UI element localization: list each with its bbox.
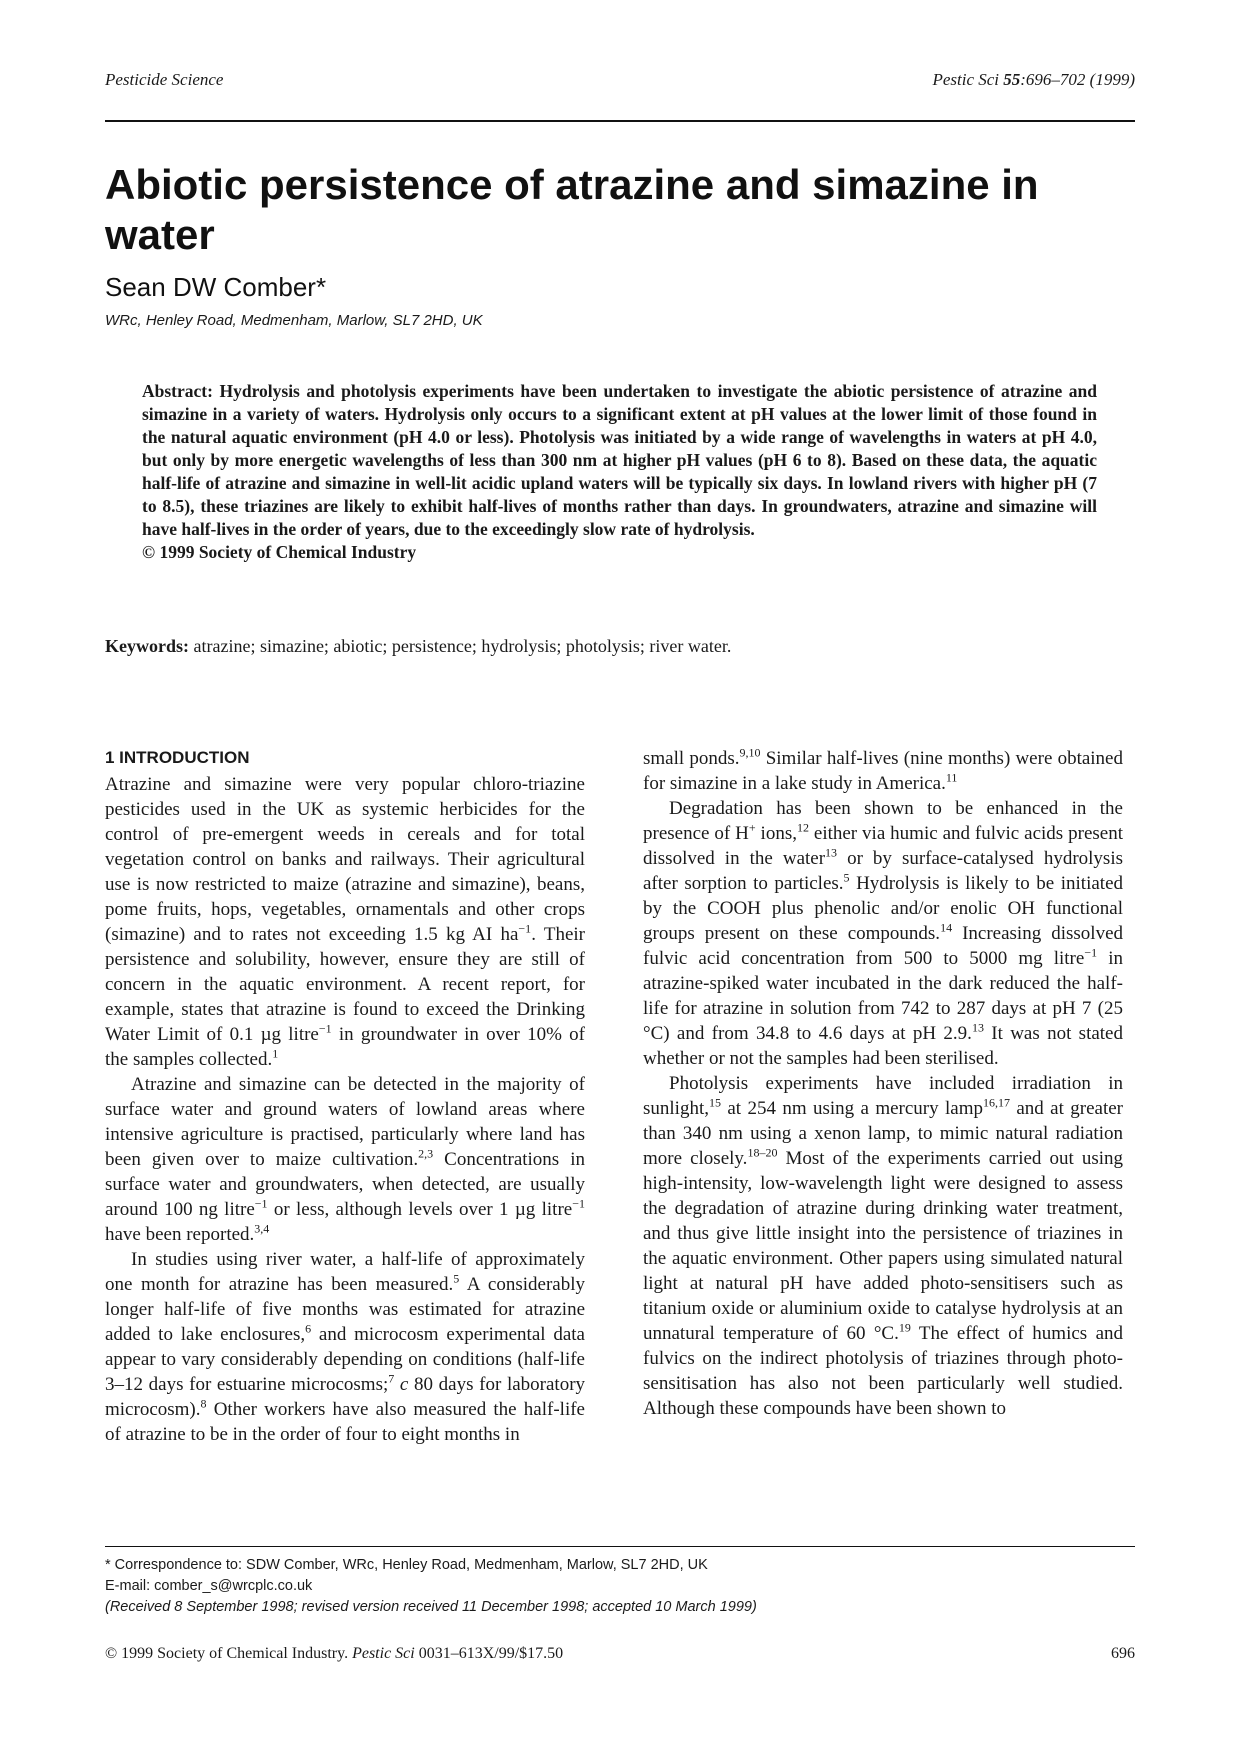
section-heading: 1 INTRODUCTION bbox=[105, 748, 250, 767]
journal-name: Pesticide Science bbox=[105, 70, 224, 89]
column-right bbox=[643, 746, 1123, 1421]
article-title: Abiotic persistence of atrazine and simazine in water bbox=[105, 161, 1039, 258]
footnotes bbox=[105, 1555, 757, 1618]
keywords: Keywords: atrazine; simazine; abiotic; persistence; hydrolysis; photolysis; river water. bbox=[105, 636, 732, 656]
citation: Pestic Sci 55:696–702 (1999) bbox=[932, 70, 1135, 89]
running-head bbox=[105, 70, 1135, 90]
abstract-copyright: © 1999 Society of Chemical Industry bbox=[142, 542, 417, 562]
paragraph: Atrazine and simazine can be detected in the majority of surface water and ground waters of lowland areas where intensive agriculture is practised, particularly where land has been given over to maize cultivation.$^{2,3}$ Concentrations in surface water and groundwaters, when detected, are usually around 100 ng litre$^{-1}$ or less, although levels over 1 µg litre$^{-1}$ have been reported.$^{3,4}$ bbox=[105, 1074, 586, 1245]
paragraph: Photolysis experiments have included irradiation in sunlight,$^{15}$ at 254 nm using a mercury lamp$^{16,17}$ and at greater than 340 nm using a xenon lamp, to mimic natural radiation more closely.$^{18-20}$ Most of the experiments carried out using high-intensity, low-wavelength light were designed to assess the degradation of atrazine during drinking water treatment, and thus give little insight into the persistence of triazines in the aquatic environment. Other papers using simulated natural light at natural pH have added photo-sensitisers such as titanium oxide or aluminium oxide to catalyse hydrolysis at an unnatural temperature of 60 °C.$^{19}$ The effect of humics and fulvics on the indirect photolysis of triazines through photo-sensitisation has also not been particularly well studied. Although these compounds have been shown to bbox=[643, 1073, 1123, 1419]
page-footer bbox=[105, 1645, 1135, 1663]
abstract-text: Abstract: Hydrolysis and photolysis experiments have been undertaken to investigate the abiotic persistence of atrazine and simazine in a variety of waters. Hydrolysis only occurs to a significant extent at pH values at the lower limit of those found in the natural aquatic environment (pH 4.0 or less). Photolysis was initiated by a wide range of wavelengths in waters at pH 4.0, but only by more energetic wavelengths of less than 300 nm at higher pH values (pH 6 to 8). Based on these data, the aquatic half-life of atrazine and simazine in well-lit acidic upland waters will be typically six days. In lowland rivers with higher pH (7 to 8.5), these triazines are likely to exhibit half-lives of months rather than days. In groundwaters, atrazine and simazine will have half-lives in the order of years, due to the exceedingly slow rate of hydrolysis. bbox=[142, 381, 1097, 539]
paragraph: Atrazine and simazine were very popular chloro-triazine pesticides used in the UK as systemic herbicides for the control of pre-emergent weeds in cereals and for total vegetation control on banks and railways. Their agricultural use is now restricted to maize (atrazine and simazine), beans, pome fruits, hops, vegetables, ornamentals and other crops (simazine) and to rates not exceeding 1.5 kg AI $ha^{-1}$. Their persistence and solubility, however, ensure they are still of concern in the aquatic environment. A recent report, for example, states that atrazine is found to exceed the Drinking Water Limit of 0.1 µg litre$^{-1}$ in groundwater in over 10% of the samples collected.$^1$ bbox=[105, 774, 585, 1070]
paragraph: Degradation has been shown to be enhanced in the presence of H+ ions,$^{12}$ either via humic and fulvic acids present dissolved in the water$^{13}$ or by surface-catalysed hydrolysis after sorption to particles.$^5$ Hydrolysis is likely to be initiated by the COOH plus phenolic and/or enolic OH functional groups present on these compounds.$^{14}$ Increasing dissolved fulvic acid concentration from 500 to 5000 mg litre$^{-1}$ in atrazine-spiked water incubated in the dark reduced the half-life for atrazine in solution from 742 to 287 days at pH 7 (25 °C) and from 34.8 to 4.6 days at pH 2.9.13 It was not stated whether or not the samples had been sterilised. bbox=[643, 798, 1124, 1069]
author: Sean DW Comber* bbox=[105, 272, 327, 302]
correspondence-note: * Correspondence to: SDW Comber, WRc, Henley Road, Medmenham, Marlow, SL7 2HD, UK bbox=[105, 1557, 708, 1573]
header-rule bbox=[105, 120, 1135, 122]
paragraph: small ponds.$^{9,10}$ Similar half-lives (nine months) were obtained for simazine in a lake study in America.$^{11}$ bbox=[643, 745, 1123, 794]
affiliation: WRc, Henley Road, Medmenham, Marlow, SL7 2HD, UK bbox=[105, 312, 483, 329]
page-number: 696 bbox=[1111, 1645, 1135, 1662]
abstract bbox=[142, 380, 1097, 564]
footnote-rule bbox=[105, 1546, 1135, 1547]
paragraph: In studies using river water, a half-life of approximately one month for atrazine has been measured.$^5$ A considerably longer half-life of five months was estimated for atrazine added to lake enclosures,$^6$ and microcosm experimental data appear to vary considerably depending on conditions (half-life 3–12 days for estuarine microcosms;$^7$ c 80 days for laboratory microcosm).$^8$ Other workers have also measured the half-life of atrazine to be in the order of four to eight months in bbox=[105, 1249, 586, 1445]
column-left bbox=[105, 746, 585, 1447]
footer-citation: © 1999 Society of Chemical Industry. Pestic Sci 0031–613X/99/$17.50 bbox=[105, 1645, 564, 1662]
email-note: E-mail: comber_s@wrcplc.co.uk bbox=[105, 1578, 313, 1594]
received-note: (Received 8 September 1998; revised version received 11 December 1998; accepted 10 March 1999) bbox=[105, 1599, 757, 1615]
